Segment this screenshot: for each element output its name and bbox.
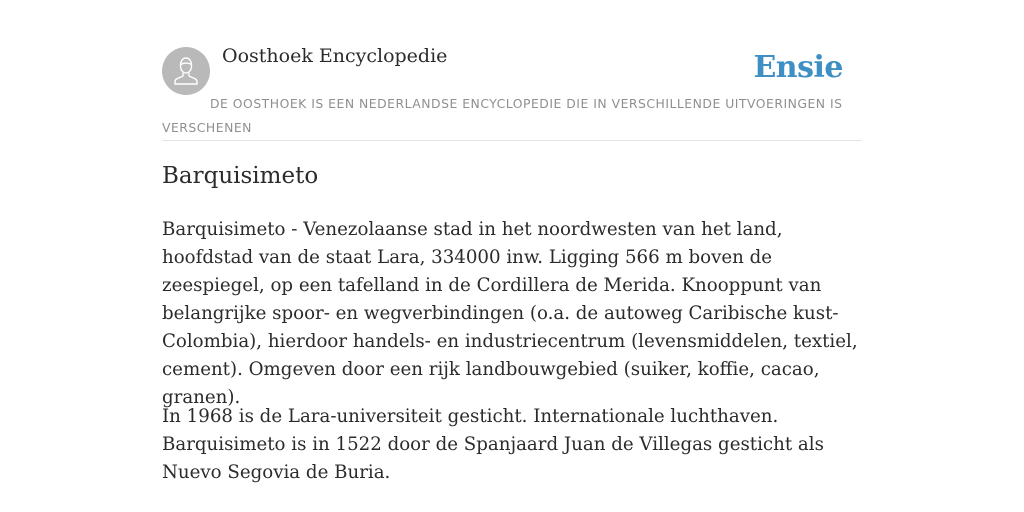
article-paragraph: In 1968 is de Lara-universiteit gesticht. Internationale luchthaven. Barquisimeto is in 1522 door de Spanjaard Juan de Villegas gesticht als Nuevo Segovia de Buria.: [162, 406, 824, 483]
source-description: DE OOSTHOEK IS EEN NEDERLANDSE ENCYCLOPEDIE DIE IN VERSCHILLENDE UITVOERINGEN IS VERSCHENEN: [162, 96, 843, 135]
source-header: [162, 44, 862, 141]
brand-logo[interactable]: Ensie: [753, 50, 843, 85]
avatar[interactable]: [162, 47, 210, 95]
article-title: Barquisimeto: [162, 163, 319, 189]
source-title[interactable]: Oosthoek Encyclopedie: [222, 45, 448, 67]
article-paragraph: Barquisimeto - Venezolaanse stad in het noordwesten van het land, hoofdstad van de staat Lara, 334000 inw. Ligging 566 m boven de zeespiegel, op een tafelland in de Cordillera de Merida. Knooppunt van belangrijke spoor- en wegverbindingen (o.a. de autoweg Caribische kust-Colombia), hierdoor handels- en industriecentrum (levensmiddelen, textiel, cement). Omgeven door een rijk landbouwgebied (suiker, koffie, cacao, granen).: [162, 219, 858, 408]
user-silhouette-icon: [162, 47, 210, 95]
